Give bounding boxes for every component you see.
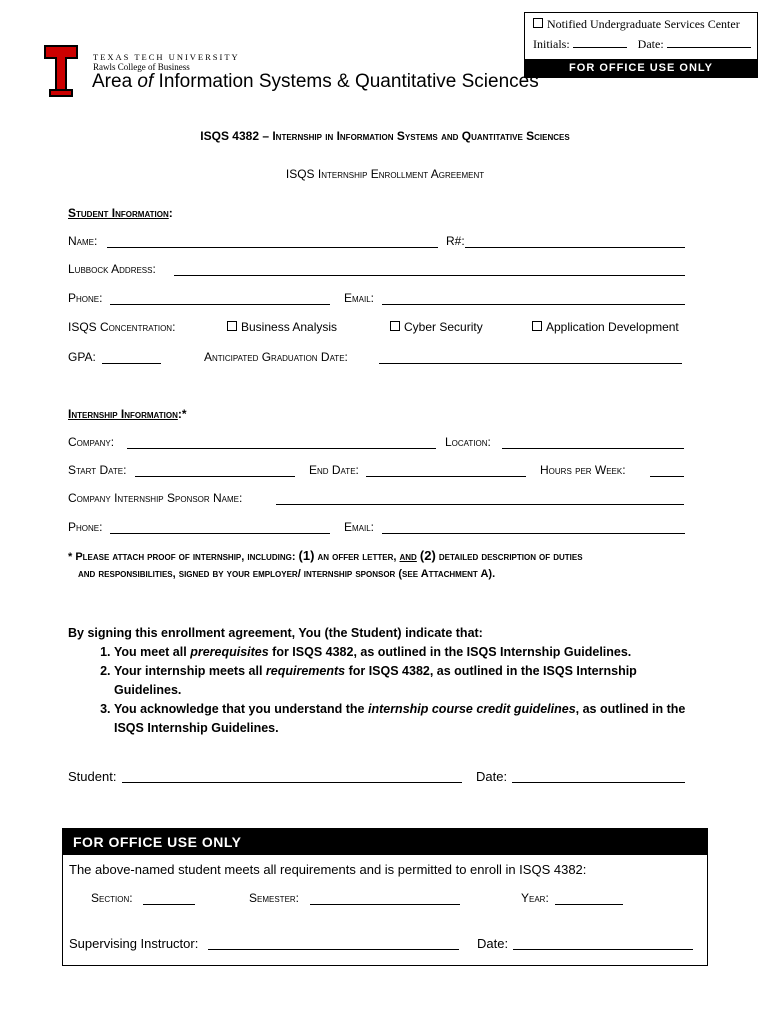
initials-field[interactable] bbox=[573, 47, 627, 48]
instructor-field[interactable] bbox=[208, 937, 459, 950]
sponsor-phone-field[interactable] bbox=[110, 521, 330, 534]
start-date-field[interactable] bbox=[135, 464, 295, 477]
internship-info-heading-text: Internship Information bbox=[68, 407, 178, 421]
note-and: and bbox=[399, 551, 417, 563]
email-label: Email: bbox=[344, 291, 375, 305]
grad-date-label: Anticipated Graduation Date: bbox=[204, 350, 348, 364]
item-text: for ISQS 4382, as outlined in the ISQS Internship Guidelines. bbox=[268, 645, 632, 659]
grad-date-field[interactable] bbox=[379, 351, 682, 364]
semester-field[interactable] bbox=[310, 892, 460, 905]
option-business-analysis[interactable] bbox=[227, 320, 337, 334]
checkbox-icon[interactable] bbox=[532, 321, 542, 331]
college-name: Rawls College of Business bbox=[93, 62, 190, 72]
university-name: TEXAS TECH UNIVERSITY bbox=[93, 52, 240, 62]
attach-proof-note-line2: and responsibilities, signed by your employer/ internship sponsor (see Attachment A). bbox=[78, 568, 496, 580]
student-date-field[interactable] bbox=[512, 770, 685, 783]
gpa-label: GPA: bbox=[68, 350, 96, 364]
date-field[interactable] bbox=[667, 47, 751, 48]
option-label: Business Analysis bbox=[241, 320, 338, 334]
agreement-item bbox=[114, 643, 698, 662]
item-text: Your internship meets all bbox=[114, 664, 266, 678]
note-text: * Please attach proof of internship, including: bbox=[68, 551, 299, 563]
hours-field[interactable] bbox=[650, 464, 684, 477]
item-text: for ISQS 4382, as outlined in the ISQS Internship Guidelines. bbox=[114, 664, 637, 697]
name-label: Name: bbox=[68, 234, 98, 248]
agreement-intro: By signing this enrollment agreement, You (the Student) indicate that: bbox=[68, 626, 483, 640]
student-signature-field[interactable] bbox=[122, 770, 462, 783]
item-emphasis: requirements bbox=[265, 664, 346, 678]
end-date-field[interactable] bbox=[366, 464, 526, 477]
note-text: detailed description of duties bbox=[435, 551, 583, 563]
student-info-heading bbox=[68, 206, 173, 220]
area-prefix: Area bbox=[92, 71, 138, 92]
concentration-label: ISQS Concentration: bbox=[68, 320, 176, 334]
item-emphasis: internship course credit guidelines bbox=[367, 702, 576, 716]
option-cyber-security[interactable] bbox=[390, 320, 483, 334]
gpa-field[interactable] bbox=[102, 351, 161, 364]
semester-label: Semester: bbox=[249, 891, 300, 905]
agreement-block bbox=[68, 624, 698, 738]
heading-suffix: :* bbox=[177, 407, 187, 421]
r-number-label: R#: bbox=[446, 234, 465, 248]
checkbox-icon[interactable] bbox=[533, 18, 543, 28]
student-signature-label: Student: bbox=[68, 769, 117, 784]
note-number: (1) bbox=[298, 548, 315, 563]
company-field[interactable] bbox=[127, 436, 436, 449]
agreement-list bbox=[68, 643, 698, 738]
company-label: Company: bbox=[68, 435, 115, 449]
office-date-field[interactable] bbox=[513, 937, 693, 950]
instructor-label: Supervising Instructor: bbox=[69, 936, 199, 951]
initials-row bbox=[533, 37, 751, 52]
notified-checkbox-row[interactable] bbox=[533, 17, 740, 32]
area-rest: Information Systems & Quantitative Sciences bbox=[153, 71, 539, 92]
year-field[interactable] bbox=[555, 892, 623, 905]
section-field[interactable] bbox=[143, 892, 195, 905]
sponsor-email-field[interactable] bbox=[382, 521, 685, 534]
item-text: , as outlined in the ISQS Internship Guidelines. bbox=[114, 702, 686, 735]
office-date-label: Date: bbox=[477, 936, 509, 951]
location-field[interactable] bbox=[502, 436, 684, 449]
internship-info-heading bbox=[68, 407, 187, 421]
item-emphasis: prerequisites bbox=[190, 645, 269, 659]
checkbox-icon[interactable] bbox=[227, 321, 237, 331]
email-field[interactable] bbox=[382, 292, 685, 305]
phone-field[interactable] bbox=[110, 292, 330, 305]
office-use-box-top bbox=[524, 12, 758, 78]
agreement-item bbox=[114, 662, 698, 700]
office-statement: The above-named student meets all requirements and is permitted to enroll in ISQS 4382: bbox=[69, 862, 587, 877]
option-label: Cyber Security bbox=[404, 320, 483, 334]
sponsor-phone-label: Phone: bbox=[68, 520, 103, 534]
item-text: You meet all bbox=[114, 645, 191, 659]
date-label: Date: bbox=[637, 37, 664, 51]
notified-label: Notified Undergraduate Services Center bbox=[547, 17, 740, 31]
agreement-title: ISQS Internship Enrollment Agreement bbox=[285, 167, 485, 181]
attach-proof-note bbox=[68, 548, 583, 563]
end-date-label: End Date: bbox=[309, 463, 359, 477]
option-label: Application Development bbox=[546, 320, 679, 334]
heading-colon: : bbox=[168, 206, 173, 220]
start-date-label: Start Date: bbox=[68, 463, 127, 477]
sponsor-email-label: Email: bbox=[344, 520, 375, 534]
r-number-field[interactable] bbox=[465, 235, 685, 248]
lubbock-address-field[interactable] bbox=[174, 263, 685, 276]
location-label: Location: bbox=[445, 435, 491, 449]
office-use-banner: FOR OFFICE USE ONLY bbox=[525, 59, 757, 77]
student-info-heading-text: Student Information bbox=[68, 206, 169, 220]
checkbox-icon[interactable] bbox=[390, 321, 400, 331]
trademark: ™ bbox=[538, 72, 547, 82]
sponsor-label: Company Internship Sponsor Name: bbox=[68, 491, 243, 505]
double-t-logo-icon bbox=[44, 45, 78, 97]
lubbock-address-label: Lubbock Address: bbox=[68, 262, 156, 276]
hours-label: Hours per Week: bbox=[540, 463, 626, 477]
section-label: Section: bbox=[91, 891, 133, 905]
office-use-box-bottom bbox=[62, 828, 708, 966]
phone-label: Phone: bbox=[68, 291, 103, 305]
option-application-development[interactable] bbox=[532, 320, 679, 334]
initials-label: Initials: bbox=[533, 37, 570, 51]
office-use-header: FOR OFFICE USE ONLY bbox=[63, 829, 707, 855]
name-field[interactable] bbox=[107, 235, 438, 248]
note-text: an offer letter, bbox=[314, 551, 400, 563]
student-date-label: Date: bbox=[476, 769, 508, 784]
note-number: (2) bbox=[419, 548, 436, 563]
item-text: You acknowledge that you understand the bbox=[114, 702, 368, 716]
year-label: Year: bbox=[521, 891, 549, 905]
area-of: of bbox=[137, 71, 154, 92]
agreement-item bbox=[114, 700, 698, 738]
course-title: ISQS 4382 – Internship in Information Systems and Quantitative Sciences bbox=[200, 129, 570, 143]
area-title bbox=[92, 71, 547, 93]
sponsor-field[interactable] bbox=[276, 492, 684, 505]
